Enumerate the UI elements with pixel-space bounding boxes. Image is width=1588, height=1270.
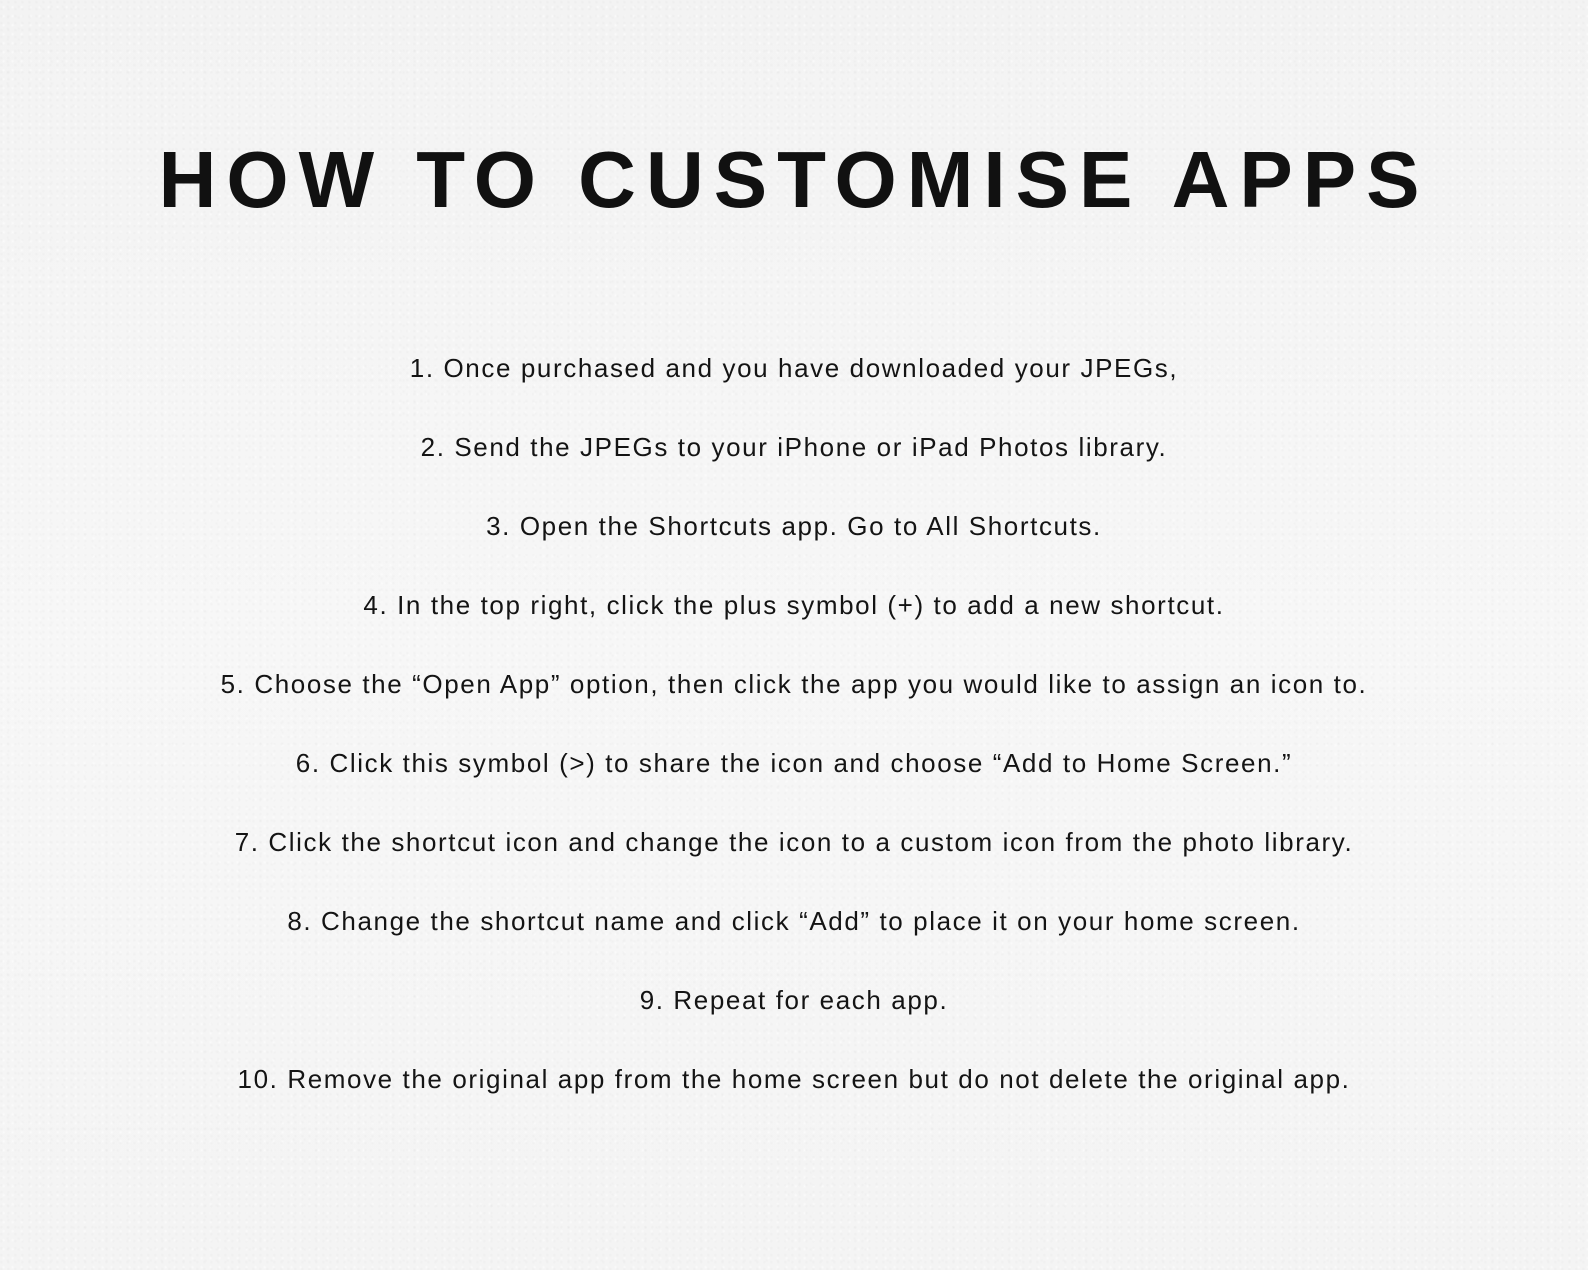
step-10: 10. Remove the original app from the home screen but do not delete the original app. (237, 1064, 1351, 1094)
step-1: 1. Once purchased and you have downloaded your JPEGs, (409, 353, 1179, 383)
step-4: 4. In the top right, click the plus symbol (+) to add a new shortcut. (363, 590, 1225, 620)
step-6: 6. Click this symbol (>) to share the icon and choose “Add to Home Screen.” (295, 748, 1293, 778)
step-2: 2. Send the JPEGs to your iPhone or iPad Photos library. (420, 432, 1168, 462)
step-9: 9. Repeat for each app. (639, 985, 949, 1015)
step-5: 5. Choose the “Open App” option, then click the app you would like to assign an icon to. (220, 669, 1368, 699)
step-3: 3. Open the Shortcuts app. Go to All Shortcuts. (486, 511, 1102, 541)
steps-list (0, 348, 1588, 1138)
step-8: 8. Change the shortcut name and click “Add” to place it on your home screen. (287, 906, 1301, 936)
page-title: HOW TO CUSTOMISE APPS (158, 135, 1430, 224)
step-7: 7. Click the shortcut icon and change the icon to a custom icon from the photo library. (234, 827, 1354, 857)
